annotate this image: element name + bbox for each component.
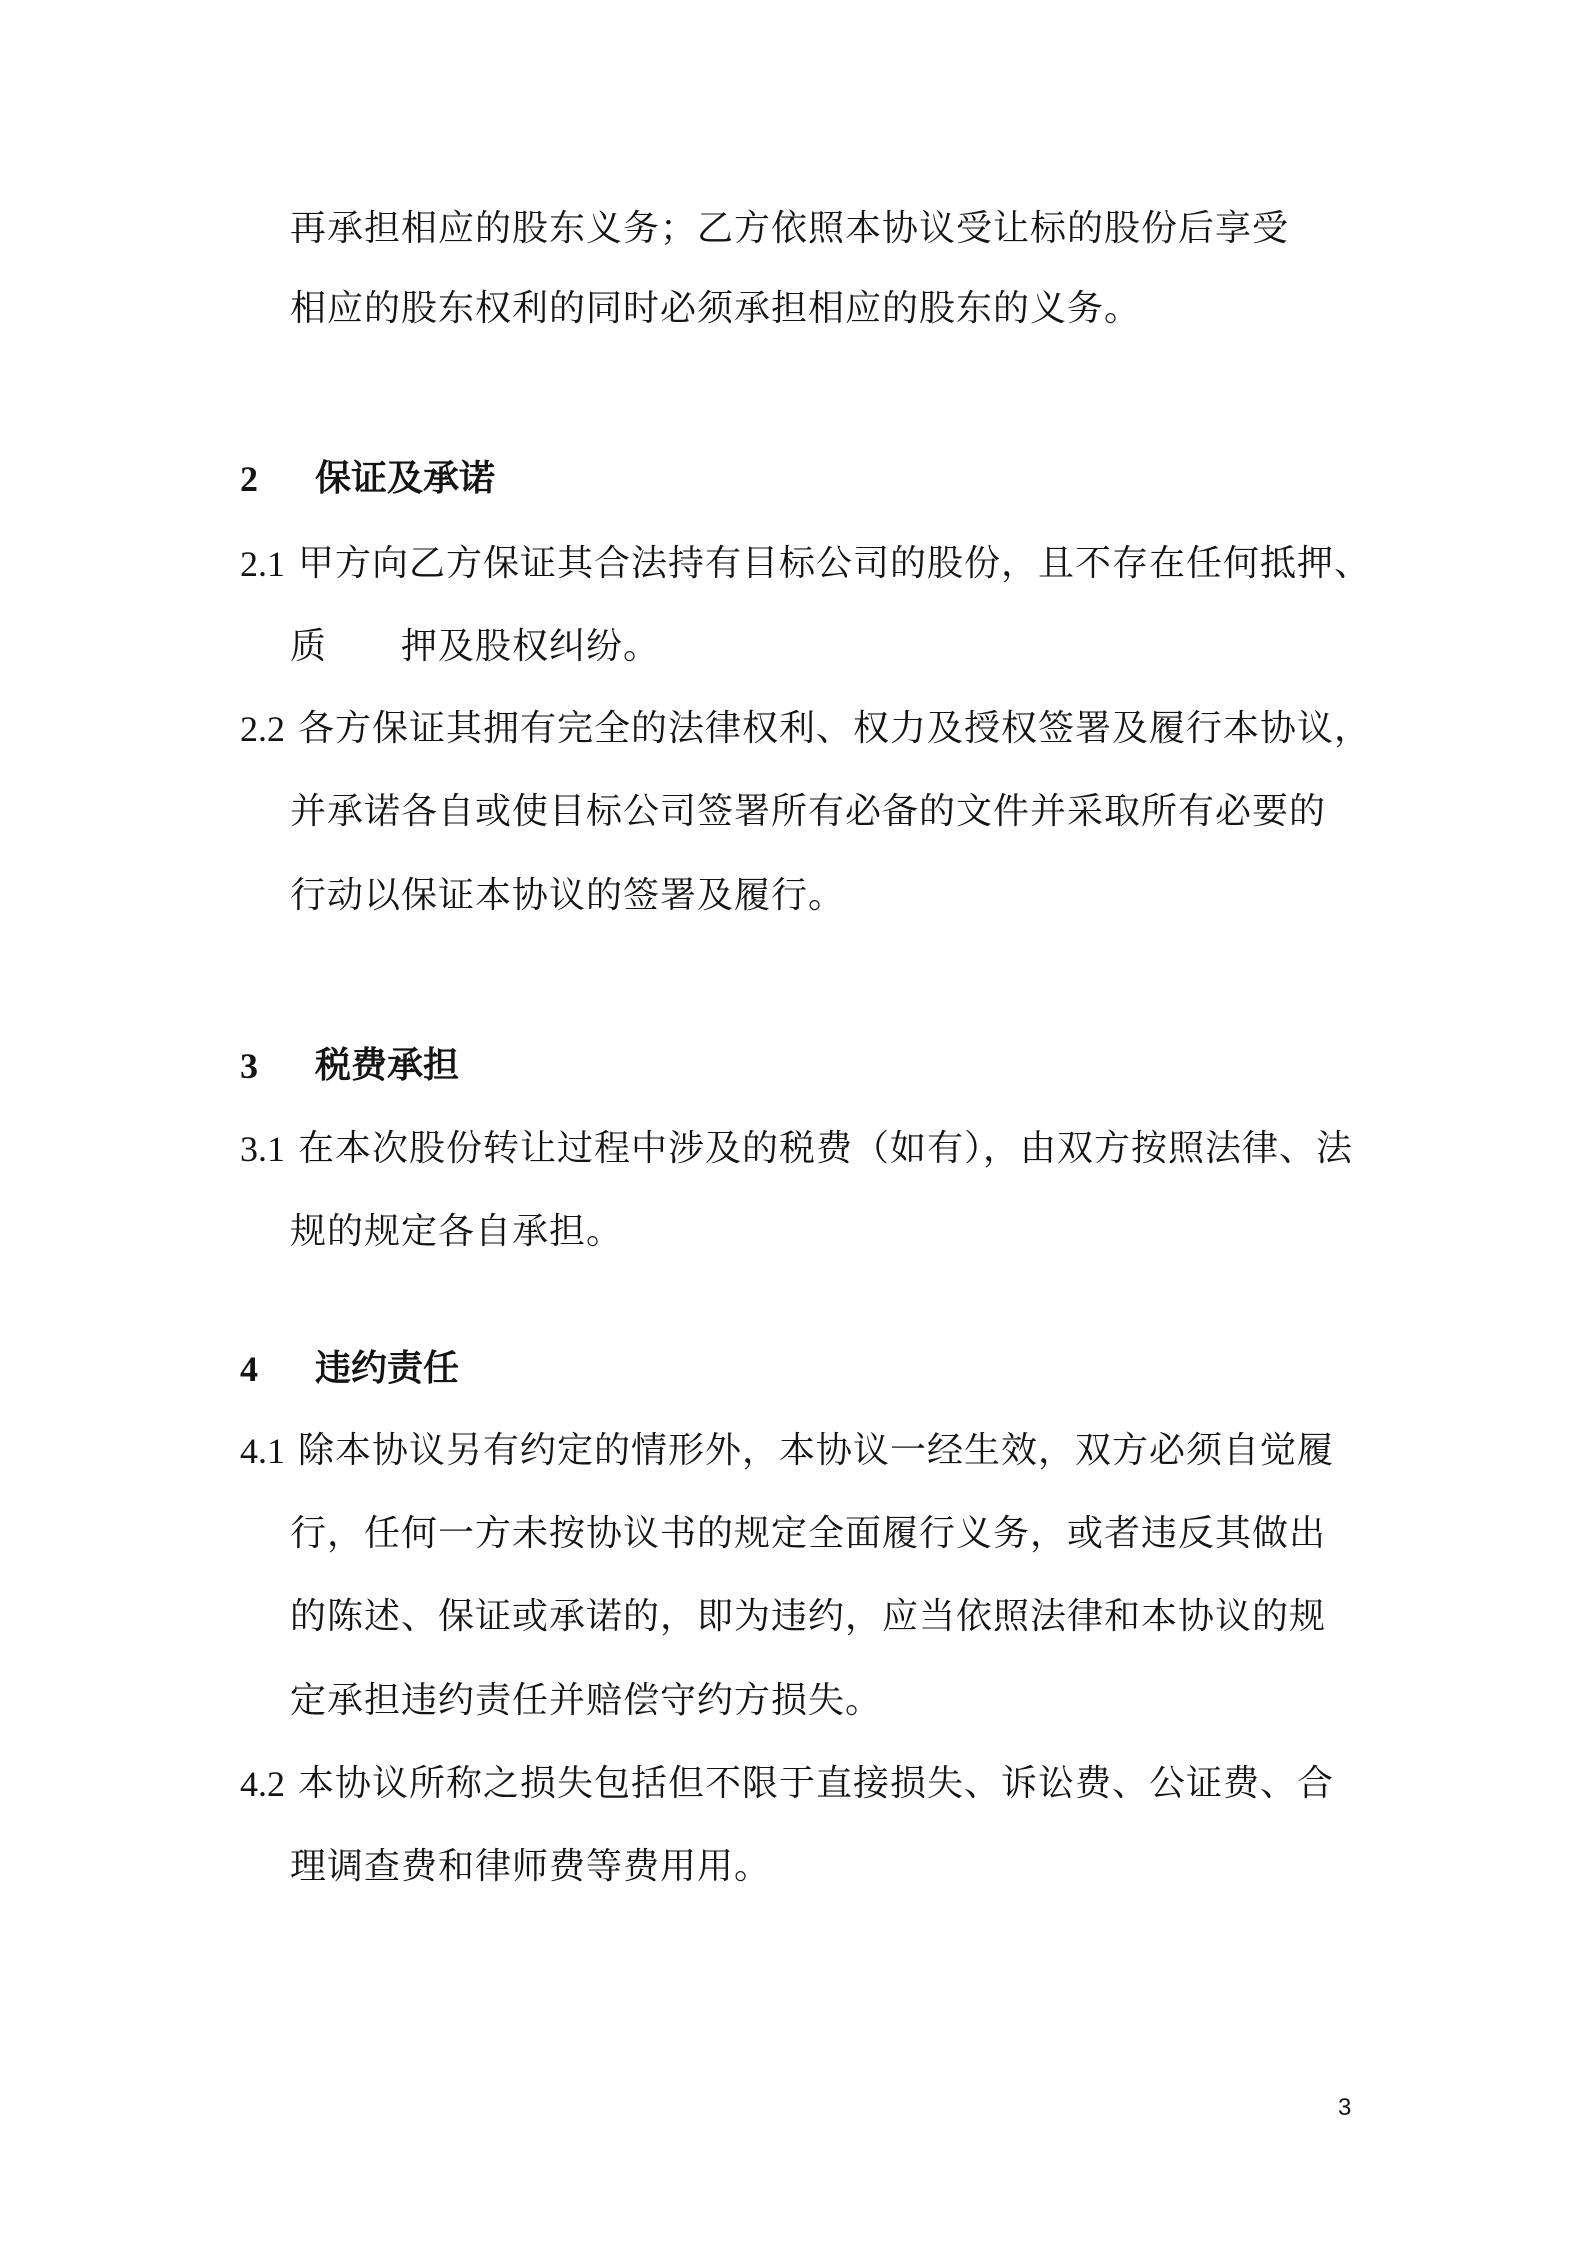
- clause-4-2-number: 4.2: [240, 1764, 285, 1804]
- clause-4-1-line-4: 定承担违约责任并赔偿守约方损失。: [290, 1680, 883, 1721]
- clause-2-2-line-2: 并承诺各自或使目标公司签署所有必备的文件并采取所有必要的: [290, 791, 1327, 832]
- section-2-title: 保证及承诺: [315, 458, 496, 499]
- section-3-title: 税费承担: [315, 1045, 460, 1086]
- clause-4-1-line-1: 除本协议另有约定的情形外，本协议一经生效，双方必须自觉履: [298, 1430, 1335, 1471]
- intro-line-2: 相应的股东权利的同时必须承担相应的股东的义务。: [290, 288, 1142, 329]
- clause-2-1-line-1: 甲方向乙方保证其合法持有目标公司的股份，且不存在任何抵押、: [298, 543, 1372, 584]
- clause-4-1-line-3: 的陈述、保证或承诺的，即为违约，应当依照法律和本协议的规: [290, 1596, 1327, 1637]
- clause-2-2-number: 2.2: [240, 709, 285, 749]
- section-4-title: 违约责任: [315, 1348, 460, 1389]
- clause-4-2-line-1: 本协议所称之损失包括但不限于直接损失、诉讼费、公证费、合: [298, 1763, 1335, 1804]
- intro-line-1: 再承担相应的股东义务；乙方依照本协议受让标的股份后享受: [290, 208, 1290, 249]
- clause-3-1-line-2: 规的规定各自承担。: [290, 1211, 624, 1252]
- section-2-number: 2: [240, 459, 258, 499]
- clause-4-2-line-2: 理调查费和律师费等费用用。: [290, 1846, 772, 1887]
- clause-2-1-line-2: 质 押及股权纠纷。: [290, 626, 661, 667]
- clause-2-2-line-1: 各方保证其拥有完全的法律权利、权力及授权签署及履行本协议，: [298, 708, 1372, 749]
- clause-3-1-number: 3.1: [240, 1129, 285, 1169]
- clause-2-2-line-3: 行动以保证本协议的签署及履行。: [290, 875, 846, 916]
- clause-4-1-number: 4.1: [240, 1431, 285, 1471]
- section-3-number: 3: [240, 1046, 258, 1086]
- section-4-number: 4: [240, 1349, 258, 1389]
- clause-4-1-line-2: 行，任何一方未按协议书的规定全面履行义务，或者违反其做出: [290, 1513, 1327, 1554]
- clause-2-1-number: 2.1: [240, 544, 285, 584]
- page-number: 3: [1338, 2094, 1352, 2121]
- clause-3-1-line-1: 在本次股份转让过程中涉及的税费（如有），由双方按照法律、法: [298, 1128, 1354, 1169]
